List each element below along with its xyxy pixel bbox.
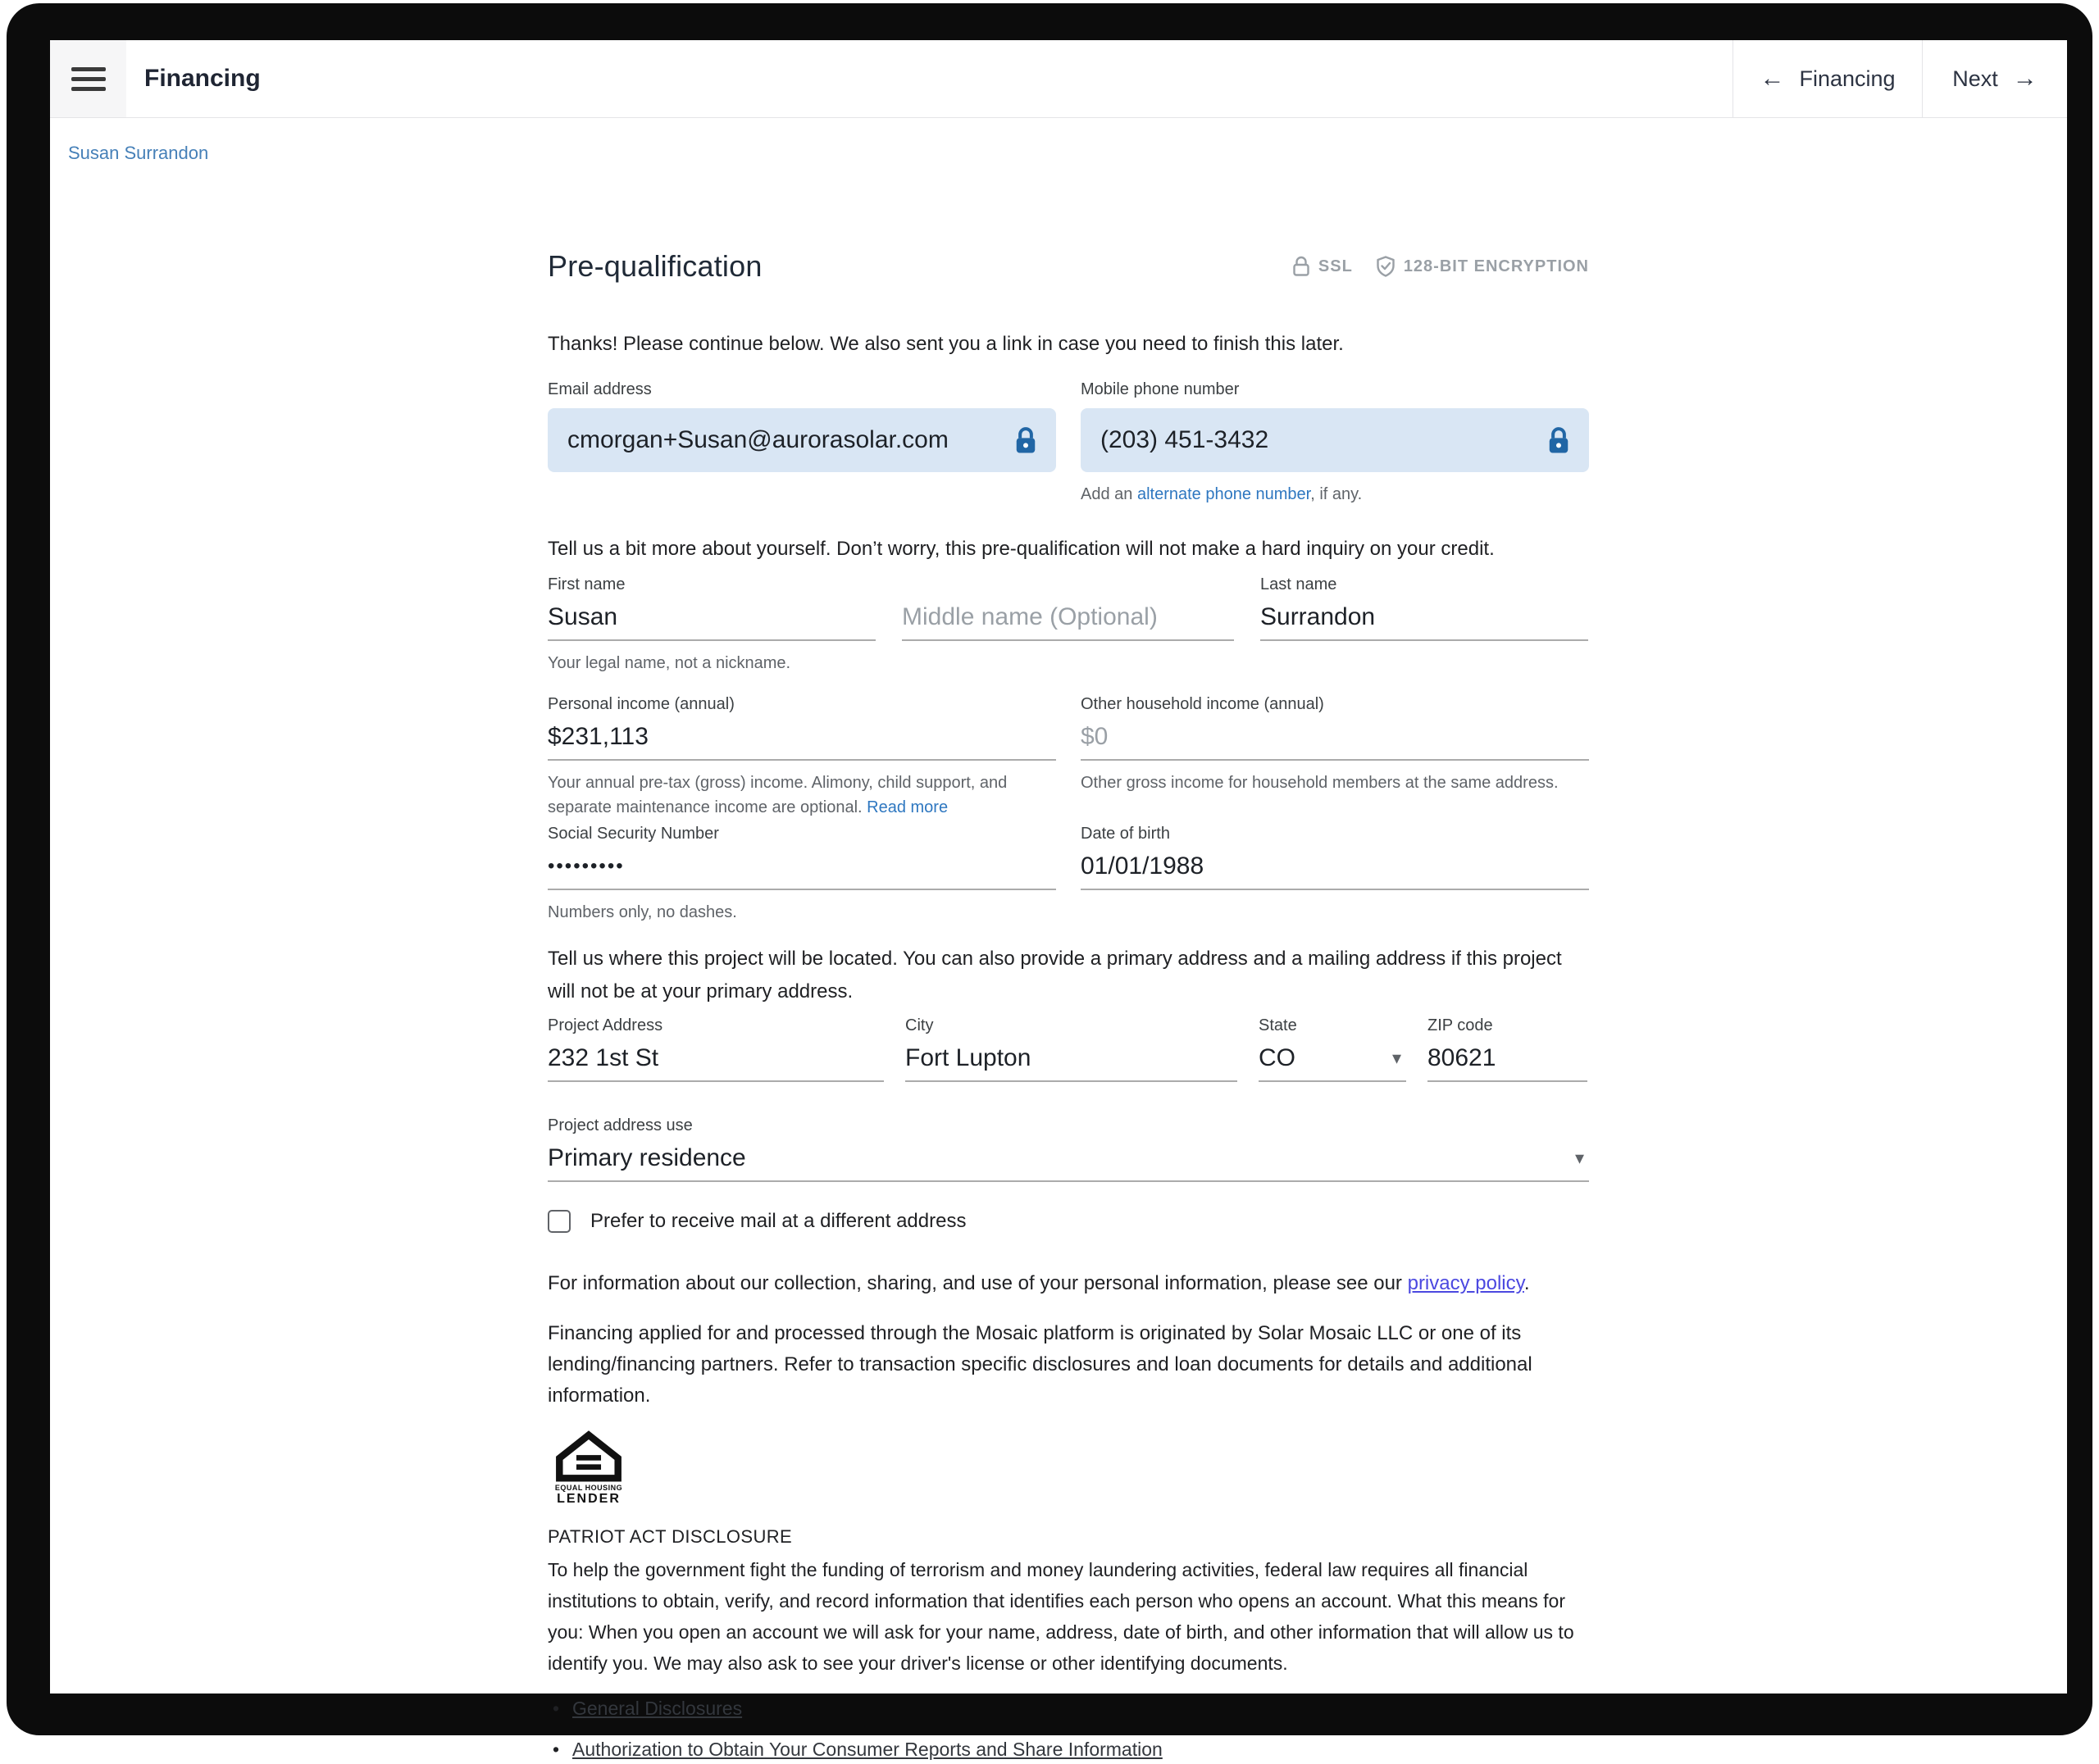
address-use-select[interactable] — [548, 1144, 1589, 1182]
consumer-reports-authorization-link[interactable]: Authorization to Obtain Your Consumer Reports and Share Information — [572, 1739, 1163, 1760]
list-item — [548, 1694, 1589, 1723]
first-name-value: Susan — [548, 603, 618, 630]
intro-text: Thanks! Please continue below. We also sent you a link in case you need to finish this later. — [548, 333, 1344, 355]
lender-text: LENDER — [557, 1492, 621, 1506]
phone-field-group — [1081, 380, 1589, 507]
ssn-dob-row — [548, 825, 1589, 925]
back-financing-button[interactable] — [1732, 40, 1922, 117]
general-disclosures-link[interactable]: General Disclosures — [572, 1698, 743, 1719]
privacy-text — [548, 1269, 1589, 1298]
name-fields-row — [548, 575, 1589, 675]
page-title: Financing — [144, 65, 261, 92]
first-name-field[interactable] — [548, 603, 876, 641]
alternate-phone-helper — [1081, 482, 1589, 507]
privacy-text-prefix: For information about our collection, sharing, and use of your personal information, please see our — [548, 1272, 1408, 1294]
contact-fields-row — [548, 380, 1589, 507]
state-group — [1259, 1016, 1406, 1082]
household-income-helper: Other gross income for household members at the same address. — [1081, 774, 1559, 792]
state-select[interactable] — [1259, 1044, 1406, 1082]
dob-field[interactable] — [1081, 852, 1589, 890]
encryption-badge-label: 128-BIT ENCRYPTION — [1403, 257, 1589, 275]
arrow-left-icon: ← — [1760, 65, 1785, 92]
mail-different-address-row[interactable] — [548, 1210, 966, 1233]
financing-page — [50, 40, 2067, 1760]
phone-label: Mobile phone number — [1081, 380, 1240, 398]
address-use-label: Project address use — [548, 1116, 693, 1134]
email-field-group — [548, 380, 1056, 507]
ssn-helper: Numbers only, no dashes. — [548, 903, 737, 921]
project-address-value: 232 1st St — [548, 1044, 659, 1071]
phone-field[interactable] — [1081, 408, 1589, 472]
first-name-group — [548, 575, 876, 675]
lock-icon — [1546, 426, 1571, 455]
middle-name-label — [902, 575, 1234, 595]
city-field[interactable] — [905, 1044, 1237, 1082]
hamburger-icon — [71, 67, 106, 91]
form-title: Pre-qualification — [548, 249, 763, 283]
about-yourself-text: Tell us a bit more about yourself. Don’t worry, this pre-qualification will not make a hard inquiry on your credit. — [548, 538, 1495, 560]
equal-housing-house-icon — [553, 1431, 625, 1482]
middle-name-group — [902, 575, 1234, 675]
ssn-group — [548, 825, 1056, 925]
alternate-phone-helper-suffix: , if any. — [1310, 485, 1363, 503]
patriot-act-text: To help the government fight the funding of terrorism and money laundering activities, federal law requires all financial institutions to obtain, verify, and record information that identifies each person who opens an account. What this means for you: When you open an account we will ask for your name, address, date of birth, and other information that will allow us to identify you. We may also ask to see your driver's license or other identifying documents. — [548, 1559, 1574, 1674]
personal-income-helper — [548, 771, 1056, 820]
form-title-row — [548, 249, 1589, 284]
topbar-spacer — [261, 40, 1732, 117]
back-button-label: Financing — [1799, 66, 1896, 91]
address-fields-row — [548, 1016, 1589, 1082]
patriot-act-title: PATRIOT ACT DISCLOSURE — [548, 1526, 793, 1547]
security-badges — [1292, 256, 1589, 277]
equal-housing-lender-logo — [548, 1431, 630, 1507]
top-bar — [50, 40, 2067, 118]
state-label: State — [1259, 1016, 1297, 1034]
chevron-down-icon: ▾ — [1574, 1148, 1584, 1168]
project-address-field[interactable] — [548, 1044, 884, 1082]
dob-group — [1081, 825, 1589, 925]
household-income-label: Other household income (annual) — [1081, 695, 1324, 713]
household-income-placeholder: $0 — [1081, 723, 1109, 750]
list-item — [548, 1734, 1589, 1764]
email-field[interactable] — [548, 408, 1056, 472]
last-name-value: Surrandon — [1260, 603, 1376, 630]
last-name-field[interactable] — [1260, 603, 1588, 641]
ssn-field[interactable] — [548, 852, 1056, 890]
breadcrumb-customer-name[interactable]: Susan Surrandon — [68, 143, 209, 163]
personal-income-helper-text: Your annual pre-tax (gross) income. Alimony, child support, and separate maintenance income are optional. — [548, 774, 1008, 816]
alternate-phone-helper-prefix: Add an — [1081, 485, 1137, 503]
read-more-link[interactable]: Read more — [867, 798, 949, 816]
city-label: City — [905, 1016, 934, 1034]
first-name-label: First name — [548, 575, 626, 593]
mail-checkbox-label: Prefer to receive mail at a different address — [590, 1210, 967, 1232]
ssl-badge-label: SSL — [1318, 257, 1353, 275]
phone-value: (203) 451-3432 — [1100, 426, 1269, 453]
state-value: CO — [1259, 1044, 1295, 1071]
mosaic-disclosure-text: Financing applied for and processed through the Mosaic platform is originated by Solar Mosaic LLC or one of its lending/financing partners. Refer to transaction specific disclosures and loan documents for details and additional information. — [548, 1322, 1532, 1407]
project-address-label: Project Address — [548, 1016, 663, 1034]
next-button[interactable] — [1922, 40, 2067, 117]
prequalification-form — [548, 249, 1589, 1764]
privacy-policy-link[interactable]: privacy policy — [1407, 1272, 1524, 1294]
alternate-phone-link[interactable]: alternate phone number — [1136, 485, 1311, 503]
middle-name-field[interactable] — [902, 603, 1234, 641]
city-group — [905, 1016, 1237, 1082]
disclosure-links-list — [548, 1694, 1589, 1764]
project-location-text: Tell us where this project will be located. You can also provide a primary address and a mailing address if this project will not be at your primary address. — [548, 948, 1562, 1002]
personal-income-value: $231,113 — [548, 723, 649, 750]
address-use-value: Primary residence — [548, 1144, 746, 1171]
zip-value: 80621 — [1427, 1044, 1496, 1071]
city-value: Fort Lupton — [905, 1044, 1031, 1071]
email-label: Email address — [548, 380, 652, 398]
next-button-label: Next — [1952, 66, 1998, 91]
dob-value: 01/01/1988 — [1081, 852, 1204, 880]
menu-button[interactable] — [50, 40, 126, 117]
last-name-group — [1260, 575, 1588, 675]
ssn-masked-value: ••••••••• — [548, 855, 625, 877]
legal-name-helper: Your legal name, not a nickname. — [548, 654, 791, 672]
personal-income-group — [548, 695, 1056, 820]
mail-checkbox[interactable] — [548, 1210, 571, 1233]
household-income-field[interactable] — [1081, 723, 1589, 761]
equal-housing-text: EQUAL HOUSING — [554, 1484, 623, 1492]
zip-field[interactable] — [1427, 1044, 1587, 1082]
household-income-group — [1081, 695, 1589, 820]
zip-label: ZIP code — [1427, 1016, 1493, 1034]
address-use-group — [548, 1116, 1589, 1182]
ssn-label: Social Security Number — [548, 825, 719, 843]
encryption-shield-icon — [1376, 256, 1396, 277]
project-address-group — [548, 1016, 884, 1082]
lock-icon — [1013, 426, 1038, 455]
privacy-text-suffix: . — [1523, 1272, 1530, 1294]
zip-group — [1427, 1016, 1587, 1082]
dob-label: Date of birth — [1081, 825, 1170, 843]
arrow-right-icon: → — [2012, 65, 2038, 92]
last-name-label: Last name — [1260, 575, 1337, 593]
email-value: cmorgan+Susan@aurorasolar.com — [567, 426, 949, 453]
personal-income-label: Personal income (annual) — [548, 695, 735, 713]
middle-name-input[interactable] — [902, 603, 1234, 631]
personal-income-field[interactable] — [548, 723, 1056, 761]
chevron-down-icon: ▾ — [1391, 1048, 1401, 1068]
income-fields-row — [548, 695, 1589, 820]
window-frame — [7, 3, 2092, 1760]
ssl-lock-icon — [1292, 256, 1310, 277]
